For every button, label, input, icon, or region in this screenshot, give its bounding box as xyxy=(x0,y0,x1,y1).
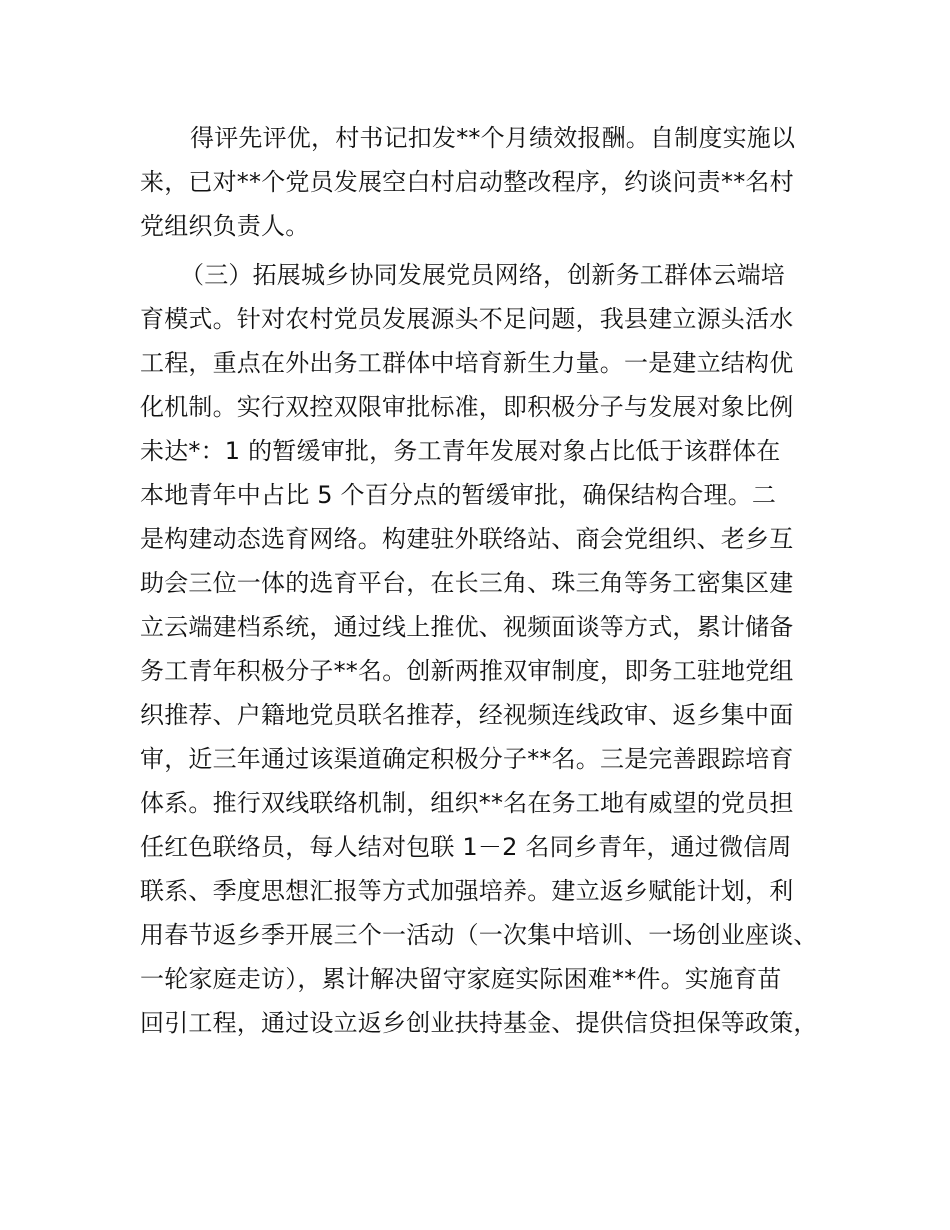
paragraph-2-line-5: 未达*：1 的暂缓审批，务工青年发展对象占比低于该群体在 xyxy=(140,437,781,465)
paragraph-2-line-14: 任红色联络员，每人结对包联 1－2 名同乡青年，通过微信周 xyxy=(140,833,792,861)
paragraph-1-line-2: 来，已对**个党员发展空白村启动整改程序，约谈问责**名村 xyxy=(140,168,794,196)
paragraph-2-line-2: 育模式。针对农村党员发展源头不足问题，我县建立源头活水 xyxy=(140,305,794,333)
paragraph-2-line-7: 是构建动态选育网络。构建驻外联络站、商会党组织、老乡互 xyxy=(140,525,794,553)
paragraph-2-line-6: 本地青年中占比 5 个百分点的暂缓审批，确保结构合理。二 xyxy=(140,481,777,509)
paragraph-2-line-16: 用春节返乡季开展三个一活动（一次集中培训、一场创业座谈、 xyxy=(140,921,818,949)
paragraph-2-line-17: 一轮家庭走访），累计解决留守家庭实际困难**件。实施育苗 xyxy=(140,965,782,993)
paragraph-2-line-3: 工程，重点在外出务工群体中培育新生力量。一是建立结构优 xyxy=(140,349,794,377)
paragraph-2-line-18: 回引工程，通过设立返乡创业扶持基金、提供信贷担保等政策， xyxy=(140,1009,818,1037)
paragraph-2-line-12: 审，近三年通过该渠道确定积极分子**名。三是完善跟踪培育 xyxy=(140,745,794,773)
paragraph-2-line-9: 立云端建档系统，通过线上推优、视频面谈等方式，累计储备 xyxy=(140,613,794,641)
paragraph-2-line-1: （三）拓展城乡协同发展党员网络，创新务工群体云端培 xyxy=(180,261,785,289)
paragraph-1-line-3: 党组织负责人。 xyxy=(140,212,310,240)
paragraph-2-line-15: 联系、季度思想汇报等方式加强培养。建立返乡赋能计划，利 xyxy=(140,877,794,905)
paragraph-2-line-11: 织推荐、户籍地党员联名推荐，经视频连线政审、返乡集中面 xyxy=(140,701,794,729)
paragraph-2-line-4: 化机制。实行双控双限审批标准，即积极分子与发展对象比例 xyxy=(140,393,794,421)
paragraph-2-line-8: 助会三位一体的选育平台，在长三角、珠三角等务工密集区建 xyxy=(140,569,794,597)
paragraph-2-line-10: 务工青年积极分子**名。创新两推双审制度，即务工驻地党组 xyxy=(140,657,794,685)
paragraph-2-line-13: 体系。推行双线联络机制，组织**名在务工地有威望的党员担 xyxy=(140,789,794,817)
paragraph-1-line-1: 得评先评优，村书记扣发**个月绩效报酬。自制度实施以 xyxy=(190,124,796,152)
